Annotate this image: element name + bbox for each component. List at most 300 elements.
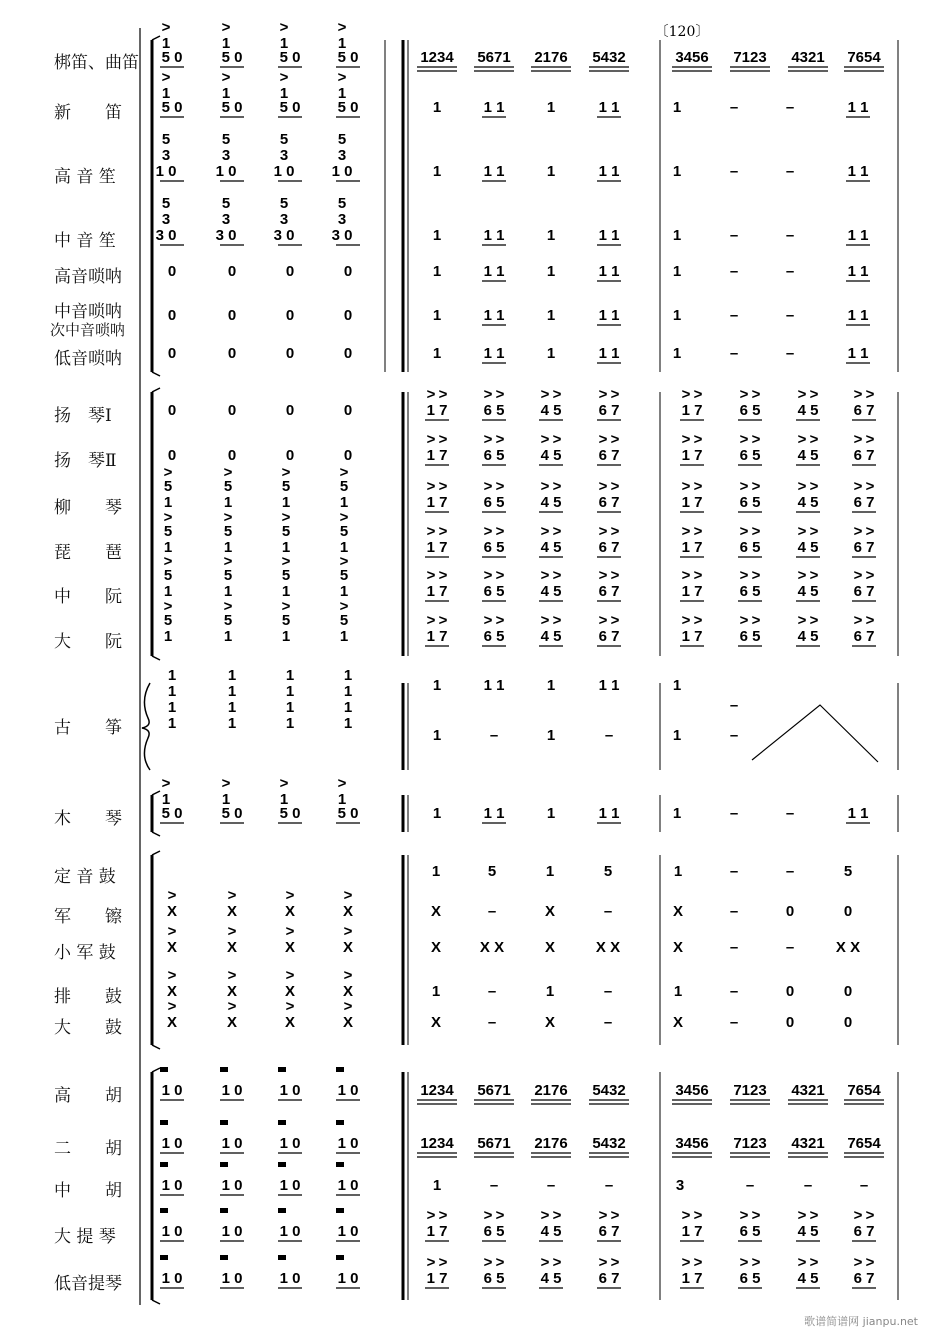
- guzheng-note: 1: [167, 667, 177, 684]
- accent-mark: >: [281, 553, 291, 570]
- accent-mark: >: [227, 923, 237, 940]
- eighth-pair: 1 7: [426, 494, 448, 511]
- upper-note: 5: [339, 523, 349, 540]
- pickup-note: 3 0: [273, 227, 295, 244]
- instrument-name: 梆笛、曲笛: [54, 53, 139, 73]
- upper-note: 3: [221, 147, 231, 164]
- chord-note: 1: [672, 163, 682, 180]
- downbow-mark: [336, 1255, 344, 1260]
- downbow-mark: [278, 1162, 286, 1167]
- rest: 0: [285, 345, 295, 362]
- accent-mark: >: [227, 998, 237, 1015]
- dash: –: [785, 345, 795, 362]
- accent-mark: >: [161, 775, 171, 792]
- perc-note: X: [342, 903, 354, 920]
- eighth-pair: 6 7: [598, 539, 620, 556]
- string-note: 1 0: [221, 1177, 243, 1194]
- perc-note: X: [284, 939, 296, 956]
- accent-mark: >: [693, 1254, 703, 1271]
- perc-note: X X: [479, 939, 505, 956]
- accent-mark: >: [163, 464, 173, 481]
- eighth-pair: 6 7: [598, 402, 620, 419]
- accent-mark: >: [285, 998, 295, 1015]
- rest: 0: [167, 447, 177, 464]
- accent-mark: >: [598, 1207, 608, 1224]
- upper-note: 3: [337, 211, 347, 228]
- chord-note: 1 1: [483, 227, 505, 244]
- chord-note: 1 1: [483, 163, 505, 180]
- guzheng-note: 1: [227, 715, 237, 732]
- accent-mark: >: [438, 567, 448, 584]
- rest: 0: [343, 263, 353, 280]
- chord-note: 1: [432, 163, 442, 180]
- upper-note: 1: [221, 35, 231, 52]
- downbow-mark: [160, 1162, 168, 1167]
- instrument-name: 大 阮: [54, 632, 122, 652]
- instrument-name: 琵 琶: [54, 543, 122, 563]
- downbow-mark: [278, 1067, 286, 1072]
- accent-mark: >: [693, 612, 703, 629]
- perc-note: X: [342, 983, 354, 1000]
- accent-mark: >: [552, 523, 562, 540]
- accent-mark: >: [797, 1207, 807, 1224]
- string-note: 1 0: [221, 1082, 243, 1099]
- instrument-name: 柳 琴: [54, 498, 122, 518]
- pickup-note: 1: [281, 628, 291, 645]
- held-note: 1: [432, 1177, 442, 1194]
- accent-mark: >: [610, 1207, 620, 1224]
- eighth-pair: 6 5: [483, 494, 505, 511]
- rest: 0: [343, 402, 353, 419]
- eighth-pair: 4 5: [797, 539, 819, 556]
- chord-note: 1: [672, 263, 682, 280]
- chord-note: 1 1: [598, 805, 620, 822]
- accent-mark: >: [167, 998, 177, 1015]
- chord-note: 1 1: [847, 263, 869, 280]
- pickup-note: 1: [281, 583, 291, 600]
- eighth-pair: 6 7: [853, 539, 875, 556]
- perc-note: X: [430, 1014, 442, 1031]
- dash: –: [729, 983, 739, 1000]
- chord-note: 1: [546, 99, 556, 116]
- accent-mark: >: [167, 923, 177, 940]
- string-note: 1 0: [279, 1135, 301, 1152]
- pickup-note: 5 0: [337, 49, 359, 66]
- pickup-note: 1: [281, 494, 291, 511]
- accent-mark: >: [163, 509, 173, 526]
- accent-mark: >: [598, 567, 608, 584]
- eighth-pair: 6 5: [483, 402, 505, 419]
- rest: 0: [167, 263, 177, 280]
- string-note: 1 0: [161, 1177, 183, 1194]
- eighth-pair: 4 5: [797, 494, 819, 511]
- string-note: 1 0: [161, 1223, 183, 1240]
- guzheng-note: 1: [672, 677, 682, 694]
- run-group: 3456: [675, 1135, 709, 1152]
- accent-mark: >: [285, 923, 295, 940]
- rest: 0: [285, 447, 295, 464]
- accent-mark: >: [552, 431, 562, 448]
- chord-note: 1: [432, 345, 442, 362]
- held-note: 3: [675, 1177, 685, 1194]
- accent-mark: >: [281, 509, 291, 526]
- run-group: 5432: [592, 1082, 626, 1099]
- instrument-name: 古 筝: [54, 718, 122, 738]
- accent-mark: >: [797, 386, 807, 403]
- guzheng-note: 1: [546, 677, 556, 694]
- accent-mark: >: [426, 523, 436, 540]
- dash: –: [729, 863, 739, 880]
- chord-note: 1 1: [598, 227, 620, 244]
- run-group: 7123: [733, 1082, 767, 1099]
- accent-mark: >: [797, 431, 807, 448]
- instrument-name: 次中音唢呐: [50, 321, 126, 339]
- chord-note: 1: [546, 263, 556, 280]
- upper-note: 1: [279, 35, 289, 52]
- accent-mark: >: [337, 69, 347, 86]
- accent-mark: >: [610, 612, 620, 629]
- accent-mark: >: [681, 1207, 691, 1224]
- accent-mark: >: [426, 1207, 436, 1224]
- chord-note: 1 1: [483, 307, 505, 324]
- accent-mark: >: [552, 478, 562, 495]
- run-group: 5671: [477, 1082, 511, 1099]
- accent-mark: >: [751, 567, 761, 584]
- upper-note: 1: [337, 35, 347, 52]
- chord-note: 1: [432, 99, 442, 116]
- instrument-name: 扬 琴Ⅰ: [54, 406, 112, 426]
- pickup-note: 1: [163, 494, 173, 511]
- string-note: 1 0: [161, 1270, 183, 1287]
- downbow-mark: [160, 1208, 168, 1213]
- upper-note: 5: [161, 195, 171, 212]
- accent-mark: >: [426, 1254, 436, 1271]
- accent-mark: >: [337, 775, 347, 792]
- pickup-note: 1: [163, 583, 173, 600]
- pickup-note: 1: [223, 628, 233, 645]
- dash: –: [489, 1177, 499, 1194]
- rest: 0: [227, 307, 237, 324]
- run-group: 5671: [477, 49, 511, 66]
- dash: –: [785, 805, 795, 822]
- upper-note: 5: [223, 567, 233, 584]
- upper-note: 3: [161, 211, 171, 228]
- instrument-name: 木 琴: [54, 809, 122, 829]
- run-group: 3456: [675, 49, 709, 66]
- upper-note: 5: [281, 478, 291, 495]
- rest: 0: [167, 402, 177, 419]
- accent-mark: >: [426, 431, 436, 448]
- accent-mark: >: [610, 431, 620, 448]
- instrument-name: 中音唢呐: [54, 302, 122, 322]
- string-note: 1 0: [279, 1177, 301, 1194]
- instrument-name: 高 胡: [54, 1086, 122, 1106]
- dash: –: [803, 1177, 813, 1194]
- eighth-pair: 1 7: [681, 402, 703, 419]
- string-note: 1 0: [221, 1270, 243, 1287]
- accent-mark: >: [865, 612, 875, 629]
- pickup-note: 1 0: [155, 163, 177, 180]
- accent-mark: >: [865, 478, 875, 495]
- instrument-name: 高 音 笙: [54, 167, 116, 187]
- upper-note: 5: [221, 131, 231, 148]
- eighth-pair: 6 5: [739, 494, 761, 511]
- dash: –: [729, 1014, 739, 1031]
- timpani-note: 1: [673, 863, 683, 880]
- dash: –: [785, 227, 795, 244]
- run-group: 5671: [477, 1135, 511, 1152]
- dash: –: [603, 903, 613, 920]
- dash: –: [729, 99, 739, 116]
- accent-mark: >: [279, 69, 289, 86]
- eighth-pair: 6 7: [853, 1223, 875, 1240]
- eighth-pair: 1 7: [681, 539, 703, 556]
- dash: –: [487, 903, 497, 920]
- accent-mark: >: [540, 567, 550, 584]
- chord-note: 1 1: [847, 99, 869, 116]
- guzheng-brace: [142, 683, 150, 770]
- accent-mark: >: [797, 567, 807, 584]
- eighth-pair: 6 5: [483, 1270, 505, 1287]
- perc-note: X: [544, 939, 556, 956]
- accent-mark: >: [540, 1254, 550, 1271]
- accent-mark: >: [483, 431, 493, 448]
- accent-mark: >: [540, 386, 550, 403]
- accent-mark: >: [797, 523, 807, 540]
- dash: –: [785, 863, 795, 880]
- eighth-pair: 1 7: [426, 1270, 448, 1287]
- perc-note: X: [284, 983, 296, 1000]
- rest: 0: [785, 903, 795, 920]
- accent-mark: >: [809, 1207, 819, 1224]
- rest: 0: [843, 1014, 853, 1031]
- eighth-pair: 6 5: [483, 539, 505, 556]
- accent-mark: >: [610, 386, 620, 403]
- dash: –: [729, 345, 739, 362]
- bracket-hook: [152, 832, 160, 836]
- pickup-note: 1: [163, 539, 173, 556]
- bracket-hook: [152, 1300, 160, 1304]
- guzheng-note: 1: [343, 699, 353, 716]
- downbow-mark: [278, 1120, 286, 1125]
- run-group: 7123: [733, 1135, 767, 1152]
- perc-note: X X: [835, 939, 861, 956]
- pickup-note: 5 0: [161, 805, 183, 822]
- upper-note: 5: [163, 523, 173, 540]
- perc-note: X: [544, 1014, 556, 1031]
- perc-note: X X: [595, 939, 621, 956]
- eighth-pair: 1 7: [426, 402, 448, 419]
- accent-mark: >: [223, 464, 233, 481]
- perc-note: X: [166, 983, 178, 1000]
- eighth-pair: 1 7: [681, 1223, 703, 1240]
- accent-mark: >: [223, 509, 233, 526]
- guzheng-note: 1: [285, 715, 295, 732]
- pickup-note: 3 0: [215, 227, 237, 244]
- chord-note: 1 1: [598, 307, 620, 324]
- accent-mark: >: [693, 431, 703, 448]
- accent-mark: >: [483, 612, 493, 629]
- accent-mark: >: [693, 386, 703, 403]
- accent-mark: >: [343, 887, 353, 904]
- accent-mark: >: [426, 567, 436, 584]
- upper-note: 1: [221, 85, 231, 102]
- upper-note: 1: [279, 791, 289, 808]
- chord-note: 1: [546, 307, 556, 324]
- accent-mark: >: [495, 567, 505, 584]
- guzheng-note: 1: [227, 667, 237, 684]
- rest: 0: [343, 345, 353, 362]
- chord-note: 1 1: [598, 263, 620, 280]
- accent-mark: >: [221, 69, 231, 86]
- pickup-note: 3 0: [155, 227, 177, 244]
- perc-note: X: [342, 939, 354, 956]
- upper-note: 5: [221, 195, 231, 212]
- chord-note: 1: [432, 307, 442, 324]
- upper-note: 5: [337, 195, 347, 212]
- accent-mark: >: [598, 612, 608, 629]
- instrument-name: 二 胡: [54, 1139, 122, 1159]
- perc-note: X: [430, 903, 442, 920]
- accent-mark: >: [809, 431, 819, 448]
- glissando-line: [752, 705, 878, 762]
- accent-mark: >: [227, 887, 237, 904]
- upper-note: 5: [281, 523, 291, 540]
- chord-note: 1 1: [847, 345, 869, 362]
- upper-note: 1: [161, 35, 171, 52]
- instrument-name: 小 军 鼓: [54, 943, 116, 963]
- rest: 0: [343, 447, 353, 464]
- guzheng-note: 1: [343, 715, 353, 732]
- upper-note: 1: [337, 791, 347, 808]
- chord-note: 1 1: [483, 99, 505, 116]
- downbow-mark: [336, 1208, 344, 1213]
- accent-mark: >: [552, 1254, 562, 1271]
- accent-mark: >: [598, 431, 608, 448]
- guzheng-note: 1: [227, 683, 237, 700]
- accent-mark: >: [495, 1254, 505, 1271]
- downbow-mark: [220, 1067, 228, 1072]
- dash: –: [745, 1177, 755, 1194]
- bracket-hook: [152, 372, 160, 376]
- guzheng-note: 1: [167, 699, 177, 716]
- bracket-hook: [152, 851, 160, 855]
- accent-mark: >: [809, 386, 819, 403]
- accent-mark: >: [343, 923, 353, 940]
- accent-mark: >: [483, 567, 493, 584]
- accent-mark: >: [163, 553, 173, 570]
- upper-note: 5: [281, 612, 291, 629]
- string-note: 1 0: [337, 1270, 359, 1287]
- perc-note: X: [430, 939, 442, 956]
- accent-mark: >: [285, 967, 295, 984]
- eighth-pair: 1 7: [681, 628, 703, 645]
- accent-mark: >: [438, 612, 448, 629]
- eighth-pair: 6 5: [483, 628, 505, 645]
- pickup-note: 1: [223, 539, 233, 556]
- guzheng-note: 1 1: [483, 677, 505, 694]
- eighth-pair: 1 7: [681, 1270, 703, 1287]
- guzheng-note: 1: [432, 677, 442, 694]
- upper-note: 3: [279, 211, 289, 228]
- downbow-mark: [220, 1255, 228, 1260]
- accent-mark: >: [693, 478, 703, 495]
- chord-note: 1 1: [483, 805, 505, 822]
- eighth-pair: 6 5: [739, 402, 761, 419]
- accent-mark: >: [751, 612, 761, 629]
- chord-note: 1 1: [598, 99, 620, 116]
- instrument-name: 定 音 鼓: [54, 867, 116, 887]
- accent-mark: >: [483, 1207, 493, 1224]
- dash: –: [489, 727, 499, 744]
- eighth-pair: 4 5: [540, 402, 562, 419]
- guzheng-note: 1: [432, 727, 442, 744]
- accent-mark: >: [598, 478, 608, 495]
- accent-mark: >: [853, 1207, 863, 1224]
- chord-note: 1: [546, 163, 556, 180]
- run-group: 7123: [733, 49, 767, 66]
- rest: 0: [285, 307, 295, 324]
- dash: –: [785, 99, 795, 116]
- downbow-mark: [336, 1162, 344, 1167]
- string-note: 1 0: [279, 1082, 301, 1099]
- accent-mark: >: [681, 431, 691, 448]
- guzheng-note: 1 1: [598, 677, 620, 694]
- run-group: 4321: [791, 1135, 825, 1152]
- accent-mark: >: [552, 1207, 562, 1224]
- perc-note: X: [342, 1014, 354, 1031]
- chord-note: 1: [546, 345, 556, 362]
- pickup-note: 1: [281, 539, 291, 556]
- downbow-mark: [220, 1208, 228, 1213]
- pickup-note: 1 0: [331, 163, 353, 180]
- eighth-pair: 4 5: [540, 1223, 562, 1240]
- instrument-name: 新 笛: [54, 103, 122, 123]
- string-note: 1 0: [337, 1082, 359, 1099]
- pickup-note: 5 0: [161, 49, 183, 66]
- accent-mark: >: [495, 478, 505, 495]
- pickup-note: 5 0: [337, 99, 359, 116]
- upper-note: 1: [337, 85, 347, 102]
- eighth-pair: 4 5: [797, 1270, 819, 1287]
- pickup-note: 1: [339, 628, 349, 645]
- accent-mark: >: [610, 523, 620, 540]
- perc-note: X: [226, 939, 238, 956]
- run-group: 3456: [675, 1082, 709, 1099]
- accent-mark: >: [610, 478, 620, 495]
- watermark: 歌谱简谱网 jianpu.net: [804, 1315, 918, 1328]
- accent-mark: >: [681, 523, 691, 540]
- accent-mark: >: [809, 523, 819, 540]
- accent-mark: >: [279, 19, 289, 36]
- eighth-pair: 6 5: [483, 447, 505, 464]
- run-group: 2176: [534, 49, 568, 66]
- string-note: 1 0: [279, 1270, 301, 1287]
- eighth-pair: 6 5: [739, 583, 761, 600]
- dash: –: [729, 697, 739, 714]
- downbow-mark: [336, 1067, 344, 1072]
- instrument-name: 中 阮: [54, 587, 122, 607]
- pickup-note: 1: [339, 539, 349, 556]
- perc-note: X: [672, 939, 684, 956]
- upper-note: 5: [339, 567, 349, 584]
- accent-mark: >: [809, 478, 819, 495]
- instrument-name: 军 镲: [54, 907, 122, 927]
- eighth-pair: 6 7: [598, 1270, 620, 1287]
- pickup-note: 1 0: [215, 163, 237, 180]
- downbow-mark: [220, 1120, 228, 1125]
- string-note: 1 0: [337, 1223, 359, 1240]
